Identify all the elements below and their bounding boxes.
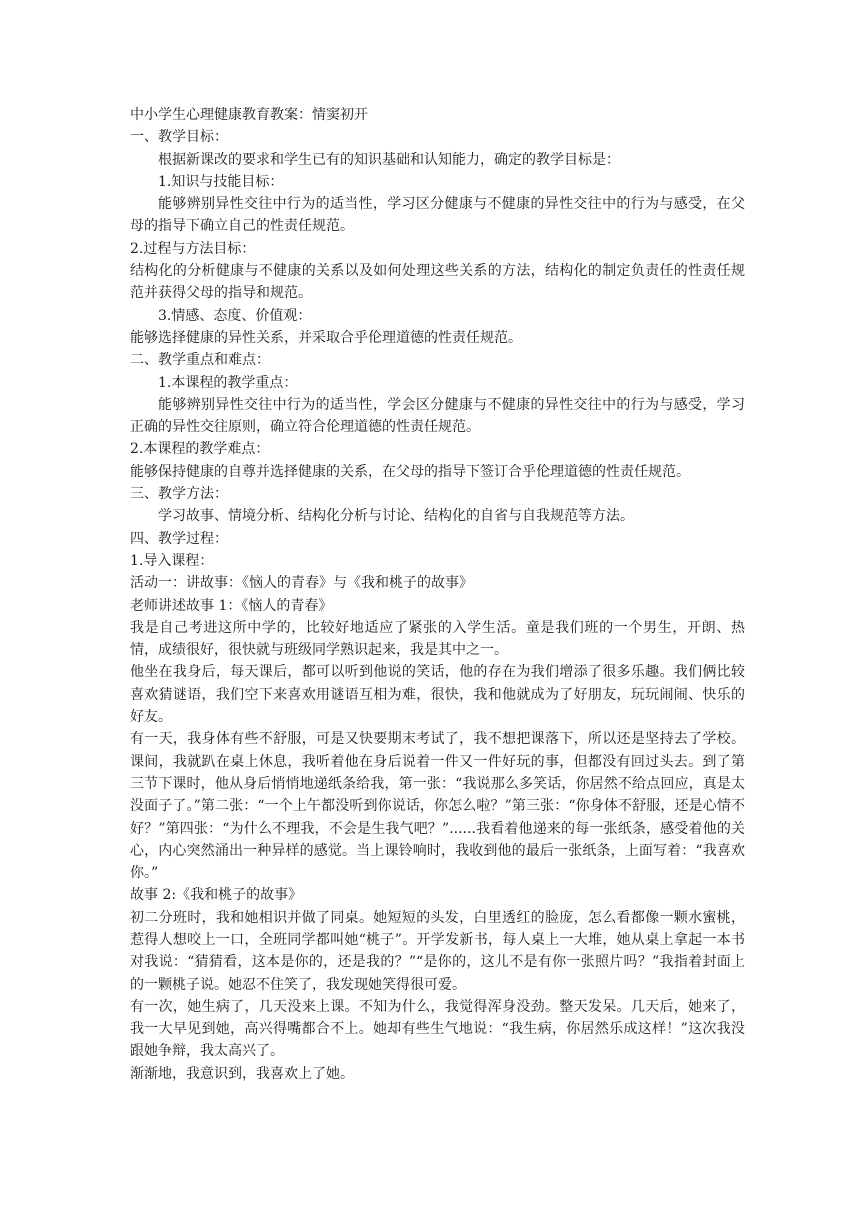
story-2-paragraph: 有一次，她生病了，几天没来上课。不知为什么，我觉得浑身没劲。整天发呆。几天后，她来了，我一大早见到她，高兴得嘴都合不上。她却有些生气地说：“我生病，你居然乐成这样！”这次我没跟她争辩，我太高兴了。 — [130, 998, 745, 1060]
section-1-heading: 一、教学目标： — [130, 129, 228, 146]
story-1-heading: 老师讲述故事 1：《恼人的青春》 — [130, 597, 333, 614]
step-1-heading: 1.导入课程： — [130, 552, 214, 569]
key-point-1-heading: 1.本课程的教学重点： — [158, 374, 298, 391]
goal-1-heading: 1.知识与技能目标： — [158, 173, 284, 190]
story-2-heading: 故事 2:《我和桃子的故事》 — [130, 887, 303, 904]
key-point-2-heading: 2.本课程的教学难点： — [130, 441, 270, 458]
goal-2-heading: 2.过程与方法目标： — [130, 240, 256, 257]
document-title: 中小学生心理健康教育教案：情窦初开 — [130, 107, 368, 123]
section-2-heading: 二、教学重点和难点： — [130, 352, 270, 369]
story-1-paragraph: 有一天，我身体有些不舒服，可是又快要期末考试了，我不想把课落下，所以还是坚持去了学校。课间，我就趴在桌上休息，我听着他在身后说着一件又一件好玩的事，但都没有回过头去。到了第三节下课时，他从身后悄悄地递纸条给我，第一张：“我说那么多笑话，你居然不给点回应，真是太没面子了。”第二张：“一个上午都没听到你说话，你怎么啦？”第三张：“你身体不舒服，还是心情不好？”第四张：“为什么不理我，不会是生我气吧？”......我看着他递来的每一张纸条，感受着他的关心，内心突然涌出一种异样的感觉。当上课铃响时，我收到他的最后一张纸条，上面写着：“我喜欢你。” — [130, 731, 745, 882]
goal-3-text: 能够选择健康的异性关系，并采取合乎伦理道德的性责任规范。 — [130, 329, 522, 346]
goal-2-text: 结构化的分析健康与不健康的关系以及如何处理这些关系的方法，结构化的制定负责任的性责任规范并获得父母的指导和规范。 — [130, 263, 745, 302]
story-1-paragraph: 他坐在我身后，每天课后，都可以听到他说的笑话，他的存在为我们增添了很多乐趣。我们俩比较喜欢猜谜语，我们空下来喜欢用谜语互相为难，很快，我和他就成为了好朋友，玩玩闹闹、快乐的好友。 — [130, 664, 745, 726]
key-point-1-text: 能够辨别异性交往中行为的适当性，学会区分健康与不健康的异性交往中的行为与感受，学习正确的异性交往原则，确立符合伦理道德的性责任规范。 — [130, 396, 745, 436]
story-2-paragraph: 初二分班时，我和她相识并做了同桌。她短短的头发，白里透红的脸庞，怎么看都像一颗水蜜桃，惹得人想咬上一口，全班同学都叫她“桃子”。开学发新书，每人桌上一大堆，她从桌上拿起一本书对我说：“猜猜看，这本是你的，还是我的？”“是你的，这儿不是有你一张照片吗？”我指着封面上的一颗桃子说。她忍不住笑了，我发现她笑得很可爱。 — [130, 909, 745, 993]
goal-3-heading: 3.情感、态度、价值观： — [158, 307, 312, 324]
section-3-heading: 三、教学方法： — [130, 486, 228, 503]
key-point-2-text: 能够保持健康的自尊并选择健康的关系，在父母的指导下签订合乎伦理道德的性责任规范。 — [130, 463, 690, 480]
section-3-text: 学习故事、情境分析、结构化分析与讨论、结构化的自省与自我规范等方法。 — [158, 508, 634, 525]
story-2-paragraph: 渐渐地，我意识到，我喜欢上了她。 — [130, 1065, 354, 1082]
section-4-heading: 四、教学过程： — [130, 530, 228, 547]
section-1-intro: 根据新课改的要求和学生已有的知识基础和认知能力，确定的教学目标是： — [158, 151, 620, 168]
story-1-paragraph: 我是自己考进这所中学的，比较好地适应了紧张的入学生活。童是我们班的一个男生，开朗、热情，成绩很好，很快就与班级同学熟识起来，我是其中之一。 — [130, 619, 745, 659]
document-page — [130, 104, 745, 1085]
activity-1: 活动一：讲故事：《恼人的青春》与《我和桃子的故事》 — [130, 575, 473, 592]
goal-1-text: 能够辨别异性交往中行为的适当性，学习区分健康与不健康的异性交往中的行为与感受，在父母的指导下确立自己的性责任规范。 — [130, 196, 745, 235]
